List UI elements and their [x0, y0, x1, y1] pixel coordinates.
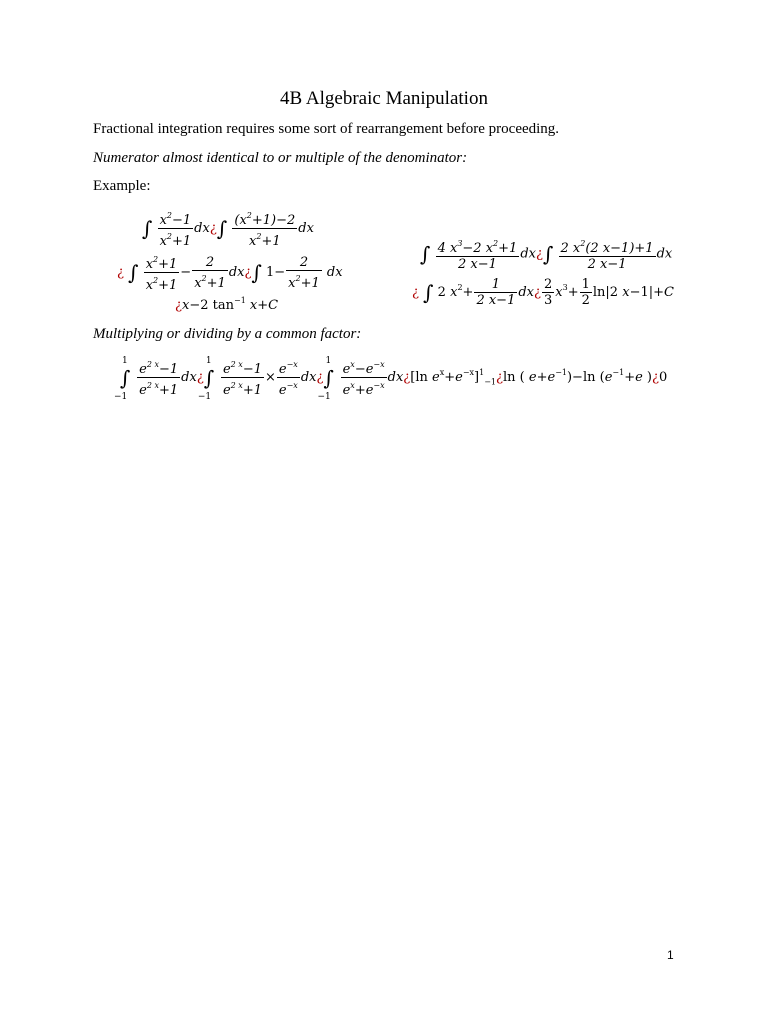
equals-marker: ¿ — [534, 285, 541, 300]
equation-left-line3: ¿x−2 $\tan^{-1} x+C$ — [175, 296, 279, 313]
equation-left-line1: ∫ $\frac{x^2-1}{x^2+1}$ dx¿∫ $\frac{(x^2+1)-2}{x^2+1}$ dx — [142, 208, 314, 249]
equals-marker: ¿ — [196, 370, 204, 385]
section-heading-common-factor: Multiplying or dividing by a common factor: — [93, 326, 362, 342]
equals-marker: ¿ — [175, 298, 182, 313]
equals-marker: ¿ — [209, 221, 217, 236]
intro-text: Fractional integration requires some sort of rearrangement before proceeding. — [93, 121, 560, 137]
equals-marker: ¿ — [316, 370, 324, 385]
equals-marker: ¿ — [652, 370, 659, 385]
page-title: 4B Algebraic Manipulation — [280, 88, 488, 109]
example-label: Example: — [93, 178, 151, 194]
equals-marker: ¿ — [535, 246, 543, 262]
equation-left-line2: ¿ ∫ $\frac{x^2+1}{x^2+1}$ − $\frac{2}{x^2+1}$ dx¿∫ 1− $\frac{2}{x^2+1}$ dx — [117, 252, 343, 293]
equation-right-line2: ¿ ∫ 2 $x^2+$ $\frac{1}{2 x-1}$ dx¿ $\frac{2}{3}$ $x^3+$ $\frac{1}{2}$ ln|2 x−1|+C — [412, 277, 674, 308]
equals-marker: ¿ — [244, 265, 252, 280]
equals-marker: ¿ — [117, 265, 124, 280]
equals-marker: ¿ — [412, 285, 419, 300]
page-number: 1 — [667, 948, 674, 962]
equals-marker: ¿ — [496, 370, 503, 385]
equation-common-factor: 1 ∫ −1 $\frac{e^{2 x}-1}{e^{2 x}+1}$ dx¿ 1 ∫ −1 $\frac{e^{2 x}-1}{e^{2 x}+1}$ × $\frac{e^{-x}}{e^{-x}}$ dx¿ 1 ∫ −1 $\frac{e^x-e^{-x}}{e^x+e^{-x}}$ dx¿[ln $e^x+e^{-x}]^1_{-1}¿\ln$ ( $e+e^{-1})-\ln$ ($e^{-1}+e$ )¿0 — [114, 355, 668, 402]
section-heading-numerator: Numerator almost identical to or multiple of the denominator: — [93, 150, 468, 166]
equals-marker: ¿ — [403, 370, 411, 385]
equation-right-line1: ∫ $\frac{4 x^3-2 x^2+1}{2 x-1}$ dx¿∫ $\frac{2 x^2(2 x-1)+1}{2 x-1}$ dx — [420, 236, 672, 272]
